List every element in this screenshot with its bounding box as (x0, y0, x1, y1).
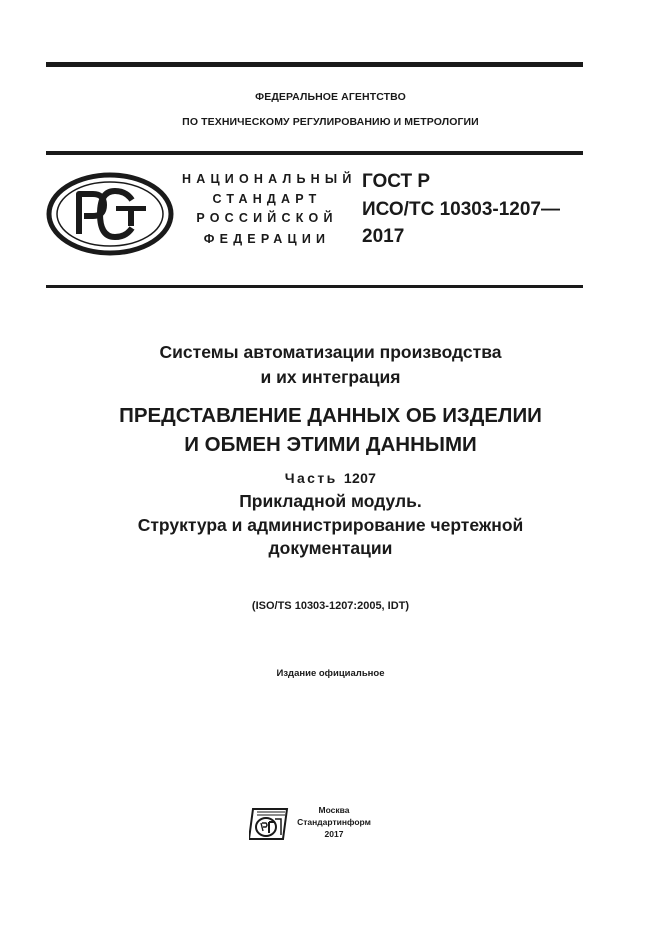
national-standard-line4: ФЕДЕРАЦИИ (203, 232, 331, 246)
title-line1: ПРЕДСТАВЛЕНИЕ ДАННЫХ ОБ ИЗДЕЛИИ (119, 404, 542, 427)
bottom-rule (46, 285, 583, 288)
national-standard-line1: НАЦИОНАЛЬНЫЙ (182, 172, 357, 186)
national-standard-line2: СТАНДАРТ (212, 192, 322, 206)
agency-name-line1: ФЕДЕРАЛЬНОЕ АГЕНТСТВО (255, 91, 406, 103)
rst-certification-mark-icon (46, 172, 174, 256)
iso-reference: (ISO/TS 10303-1207:2005, IDT) (251, 600, 410, 612)
publisher-name: Стандартинформ (297, 817, 371, 827)
national-standard-line3: РОССИЙСКОЙ (196, 211, 338, 225)
module-line3: документации (268, 538, 393, 558)
module-line1: Прикладной модуль. (239, 491, 422, 511)
title-line2: И ОБМЕН ЭТИМИ ДАННЫМИ (184, 433, 477, 456)
standartinform-logo-icon (249, 807, 289, 841)
designation-line1: ГОСТ Р (362, 171, 431, 192)
publication-year: 2017 (324, 829, 344, 839)
designation-line2: ИСО/ТС 10303-1207— (362, 199, 560, 220)
part-label: Часть (284, 470, 338, 486)
middle-rule (46, 151, 583, 155)
edition-note: Издание официальное (276, 668, 385, 679)
part-number: 1207 (343, 470, 377, 486)
designation-line3: 2017 (362, 226, 405, 247)
part-heading (0, 470, 661, 486)
publisher-city: Москва (318, 805, 350, 815)
module-line2: Структура и администрирование чертежной (137, 515, 524, 535)
agency-name-line2: ПО ТЕХНИЧЕСКОМУ РЕГУЛИРОВАНИЮ И МЕТРОЛОГИИ (182, 116, 479, 128)
top-rule (46, 62, 583, 67)
subtitle-line1: Системы автоматизации производства (159, 342, 502, 362)
subtitle-line2: и их интеграция (260, 367, 401, 387)
